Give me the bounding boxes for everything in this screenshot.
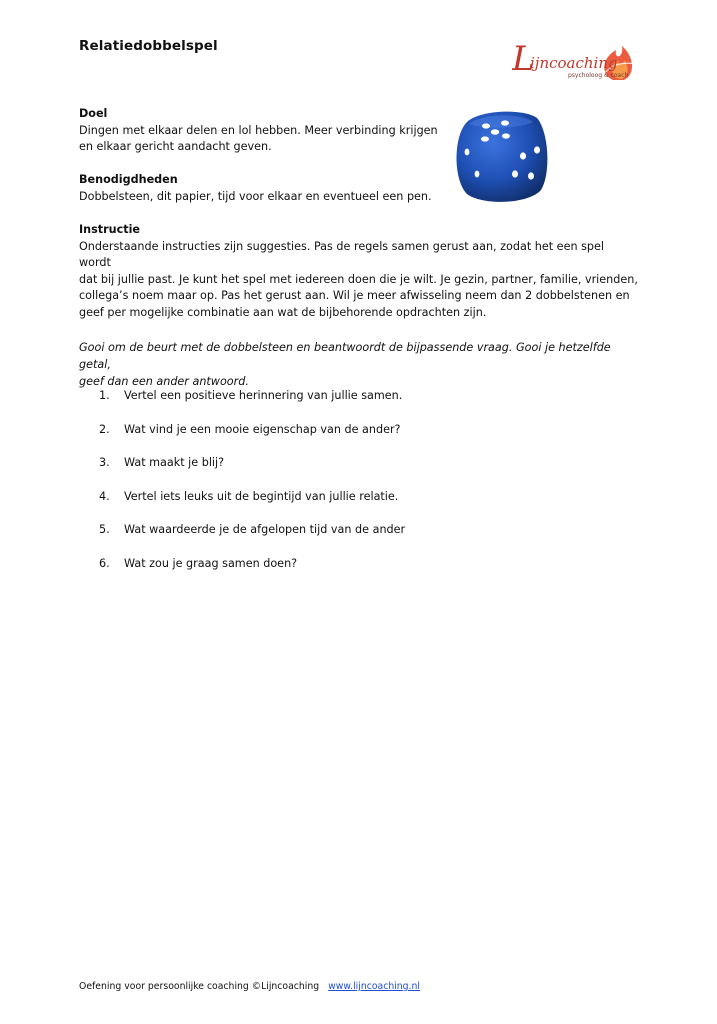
intro-line: geef dan een ander antwoord. bbox=[79, 375, 249, 388]
question-text: Vertel een positieve herinnering van jullie samen. bbox=[124, 389, 403, 402]
section-line: Onderstaande instructies zijn suggesties. Pas de regels samen gerust aan, zodat het een spel wordt bbox=[79, 239, 605, 269]
logo-letter-l: L bbox=[512, 39, 535, 79]
list-item bbox=[99, 388, 599, 422]
intro-instruction bbox=[79, 339, 644, 390]
question-text: Vertel iets leuks uit de begintijd van jullie relatie. bbox=[124, 489, 399, 503]
section-heading-instructie: Instructie bbox=[79, 223, 141, 236]
section-instructie bbox=[79, 222, 639, 321]
page-title: Relatiedobbelspel bbox=[79, 38, 218, 54]
section-line: collega’s noem maar op. Pas het gerust aan. Wil je meer afwisseling neem dan 2 dobbelstenen en bbox=[79, 289, 630, 302]
question-text: Wat vind je een mooie eigenschap van de ander? bbox=[124, 422, 401, 436]
section-line: en elkaar gericht aandacht geven. bbox=[79, 140, 272, 153]
question-number: 6. bbox=[99, 556, 110, 570]
question-number: 1. bbox=[99, 389, 110, 402]
dice-five-icon bbox=[449, 104, 553, 208]
section-benodigdheden bbox=[79, 172, 449, 205]
question-number: 5. bbox=[99, 523, 110, 537]
list-item bbox=[99, 422, 599, 456]
question-text: Wat waardeerde je de afgelopen tijd van de ander bbox=[124, 523, 406, 537]
logo-tagline: psycholoog & coach bbox=[568, 72, 629, 79]
section-line: Dingen met elkaar delen en lol hebben. Meer verbinding krijgen bbox=[79, 123, 438, 137]
footer-website-link[interactable]: www.lijncoaching.nl bbox=[328, 981, 421, 992]
lijncoaching-logo bbox=[512, 34, 637, 86]
section-line: geef per mogelijke combinatie aan wat de bijbehorende opdrachten zijn. bbox=[79, 305, 487, 319]
section-doel bbox=[79, 106, 449, 156]
section-line: Dobbelsteen, dit papier, tijd voor elkaar en eventueel een pen. bbox=[79, 189, 432, 203]
section-heading-benodigdheden: Benodigdheden bbox=[79, 173, 178, 186]
footer-text: Oefening voor persoonlijke coaching ©Lijncoaching bbox=[79, 981, 320, 992]
list-item bbox=[99, 455, 599, 489]
intro-line: Gooi om de beurt met de dobbelsteen en beantwoordt de bijpassende vraag. Gooi je hetzelfde getal, bbox=[79, 341, 611, 371]
section-heading-doel: Doel bbox=[79, 107, 108, 120]
question-text: Wat zou je graag samen doen? bbox=[124, 556, 298, 570]
question-text: Wat maakt je blij? bbox=[124, 456, 225, 470]
list-item bbox=[99, 556, 599, 590]
question-number: 2. bbox=[99, 422, 110, 436]
question-number: 4. bbox=[99, 489, 110, 503]
question-list bbox=[99, 388, 599, 590]
list-item bbox=[99, 522, 599, 556]
section-line: dat bij jullie past. Je kunt het spel met iedereen doen die je wilt. Je gezin, partner, familie, vrienden, bbox=[79, 272, 638, 286]
logo-brand-text: ijncoaching bbox=[530, 54, 618, 72]
question-number: 3. bbox=[99, 456, 110, 470]
footer bbox=[79, 981, 420, 992]
list-item bbox=[99, 489, 599, 523]
